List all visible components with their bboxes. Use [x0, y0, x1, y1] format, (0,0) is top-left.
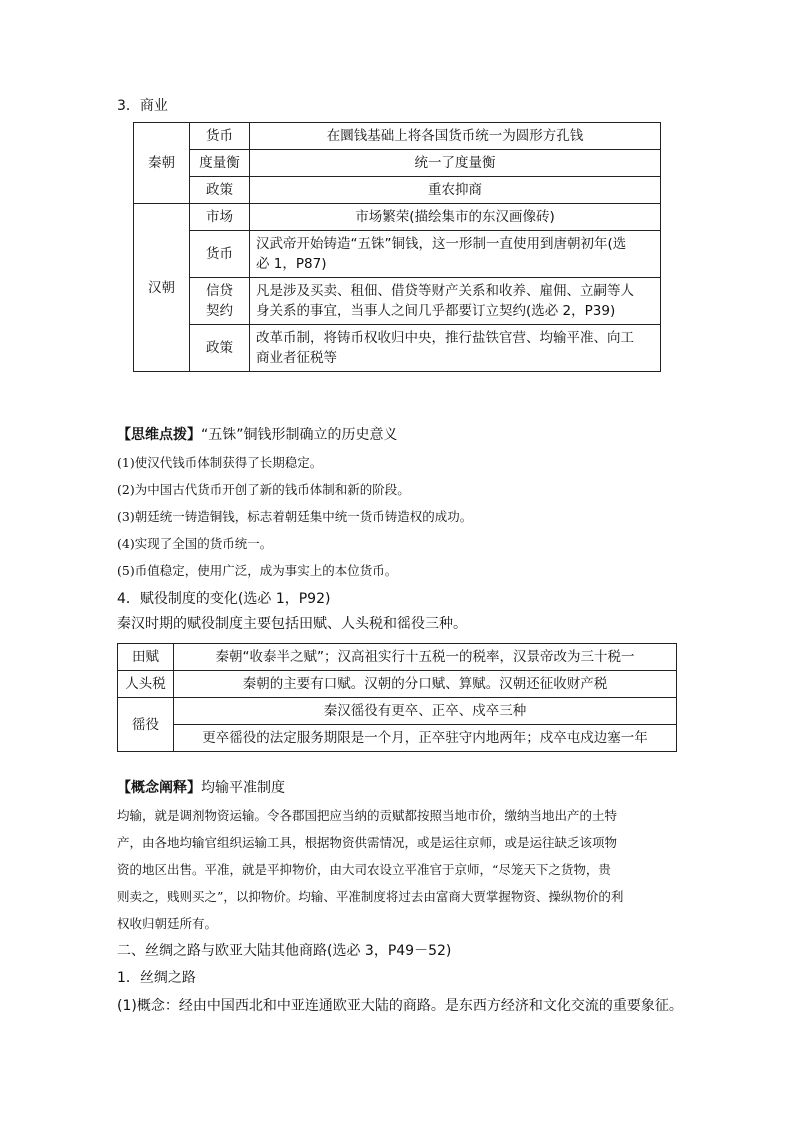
- tax-table: [117, 643, 677, 752]
- content-cell: [250, 231, 661, 278]
- tax-label-cell: 田赋: [118, 644, 174, 671]
- tax-label-cell: 人头税: [118, 671, 174, 698]
- silk-road-title: 1．丝绸之路: [117, 970, 196, 986]
- thinking-item: (4)实现了全国的货币统一。: [117, 536, 273, 551]
- concept-heading: [117, 778, 285, 798]
- content-line: 改革币制，将铸币权收归中央，推行盐铁官营、均输平准、向工: [256, 330, 634, 346]
- concept-tag: 【概念阐释】: [117, 780, 201, 796]
- dynasty-cell-han: 汉朝: [134, 204, 190, 372]
- thinking-item: (1)使汉代钱币体制获得了长期稳定。: [117, 455, 323, 470]
- section-3-title: 3．商业: [117, 98, 168, 114]
- concept-line: 权收归朝廷所有。: [117, 916, 218, 931]
- label-cell: 政策: [190, 325, 250, 372]
- content-cell: 市场繁荣(描绘集市的东汉画像砖): [250, 204, 661, 231]
- tax-content-cell: 秦朝的主要有口赋。汉朝的分口赋、算赋。汉朝还征收财产税: [174, 671, 677, 698]
- commerce-table: [133, 122, 661, 372]
- table-row: [134, 325, 661, 372]
- thinking-tag: 【思维点拨】: [117, 427, 201, 443]
- table-row: [134, 278, 661, 325]
- content-line: 商业者征税等: [256, 350, 337, 366]
- content-cell: 重农抑商: [250, 177, 661, 204]
- thinking-item: (3)朝廷统一铸造铜钱，标志着朝廷集中统一货币铸造权的成功。: [117, 509, 473, 524]
- table-row: [118, 671, 677, 698]
- label-cell: 货币: [190, 123, 250, 150]
- tax-content-cell: 秦汉徭役有更卒、正卒、戍卒三种: [174, 698, 677, 725]
- table-row: [134, 123, 661, 150]
- content-cell: 在圜钱基础上将各国货币统一为圆形方孔钱: [250, 123, 661, 150]
- label-cell: 政策: [190, 177, 250, 204]
- section-2-title: 二、丝绸之路与欧亚大陆其他商路(选必 3，P49－52): [117, 943, 452, 959]
- content-cell: 统一了度量衡: [250, 150, 661, 177]
- concept-line: 资的地区出售。平准，就是平抑物价，由大司农设立平准官于京师，“尽笼天下之货物，贵: [117, 862, 611, 877]
- content-line: 身关系的事宜，当事人之间几乎都要订立契约(选必 2，P39): [256, 303, 616, 319]
- table-row: [134, 150, 661, 177]
- thinking-heading: [117, 425, 398, 445]
- table-row: [118, 698, 677, 725]
- content-line: 汉武帝开始铸造“五铢”铜钱，这一形制一直使用到唐朝初年(选: [256, 236, 627, 252]
- table-row: [134, 204, 661, 231]
- section-4-title: 4．赋役制度的变化(选必 1，P92): [117, 591, 331, 607]
- label-cell: [190, 278, 250, 325]
- section-4-intro: 秦汉时期的赋役制度主要包括田赋、人头税和徭役三种。: [117, 616, 467, 632]
- silk-road-concept: (1)概念：经由中国西北和中亚连通欧亚大陆的商路。是东西方经济和文化交流的重要象征。: [117, 998, 683, 1014]
- concept-line: 均输，就是调剂物资运输。令各郡国把应当纳的贡赋都按照当地市价，缴纳当地出产的土特: [117, 808, 618, 823]
- dynasty-cell-qin: 秦朝: [134, 123, 190, 204]
- concept-title: 均输平准制度: [201, 780, 285, 796]
- content-line: 必 1，P87): [256, 256, 327, 272]
- label-cell: 市场: [190, 204, 250, 231]
- table-row: [134, 177, 661, 204]
- label-cell: 货币: [190, 231, 250, 278]
- tax-content-cell: 更卒徭役的法定服务期限是一个月，正卒驻守内地两年；戍卒屯戍边塞一年: [174, 725, 677, 752]
- content-cell: [250, 325, 661, 372]
- table-row: [118, 725, 677, 752]
- label-line: 信贷: [206, 283, 233, 299]
- table-row: [118, 644, 677, 671]
- label-cell: 度量衡: [190, 150, 250, 177]
- tax-label-cell: 徭役: [118, 698, 174, 752]
- thinking-item: (2)为中国古代货币开创了新的钱币体制和新的阶段。: [117, 482, 410, 497]
- content-line: 凡是涉及买卖、租佃、借贷等财产关系和收养、雇佣、立嗣等人: [256, 283, 634, 299]
- thinking-item: (5)币值稳定，使用广泛，成为事实上的本位货币。: [117, 563, 398, 578]
- concept-line: 产，由各地均输官组织运输工具，根据物资供需情况，或是运往京师，或是运往缺乏该项物: [117, 835, 618, 850]
- content-cell: [250, 278, 661, 325]
- tax-content-cell: 秦朝“收泰半之赋”；汉高祖实行十五税一的税率，汉景帝改为三十税一: [174, 644, 677, 671]
- concept-line: 则卖之，贱则买之”，以抑物价。均输、平准制度将过去由富商大贾掌握物资、操纵物价的利: [117, 889, 624, 904]
- label-line: 契约: [206, 303, 233, 319]
- table-row: [134, 231, 661, 278]
- thinking-title: “五铢”铜钱形制确立的历史意义: [201, 427, 398, 443]
